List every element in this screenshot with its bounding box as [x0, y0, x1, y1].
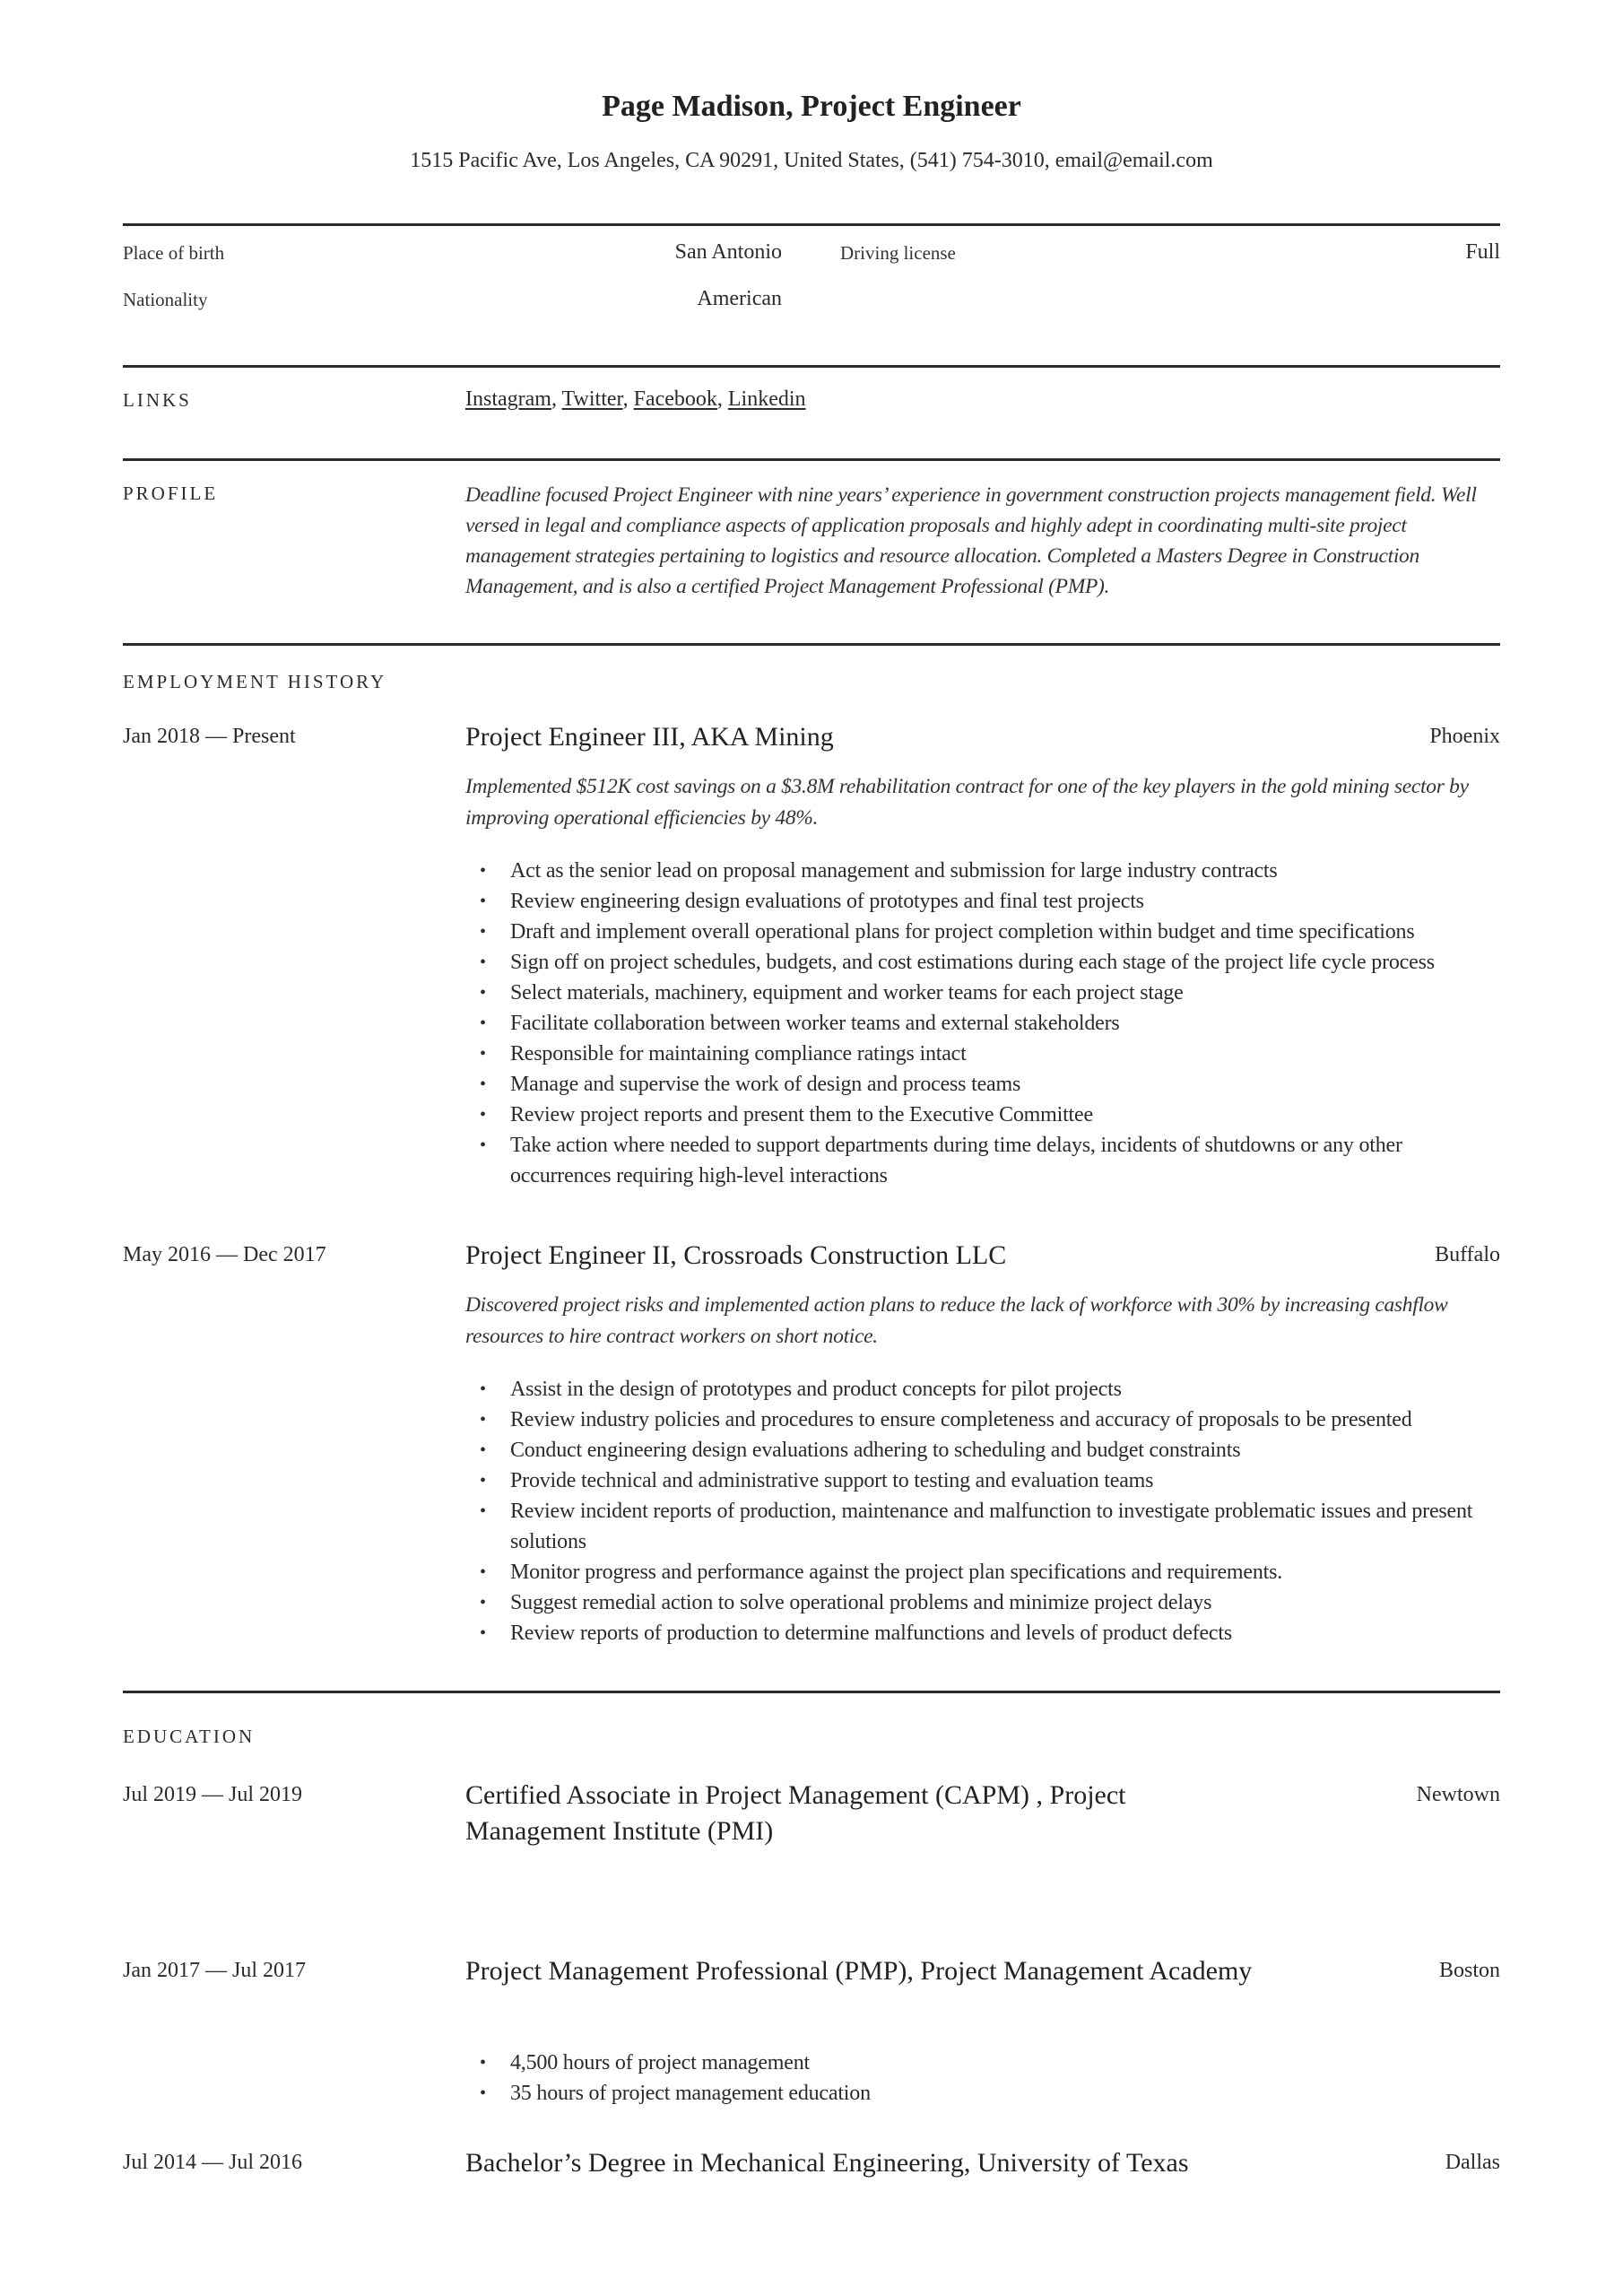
divider	[123, 643, 1500, 646]
education-city: Boston	[1438, 1959, 1500, 1982]
list-item: • Act as the senior lead on proposal management and submission for large industry contracts	[465, 856, 1500, 886]
list-item: • Review incident reports of production, maintenance and malfunction to investigate problematic issues and present solutions	[465, 1496, 1500, 1557]
links-heading: LINKS	[123, 389, 192, 411]
divider	[123, 458, 1500, 461]
list-item: • Conduct engineering design evaluations adhering to scheduling and budget constraints	[465, 1435, 1500, 1465]
driving-license-value: Full	[1465, 240, 1500, 264]
employment-heading: EMPLOYMENT HISTORY	[123, 671, 387, 692]
list-item: • Suggest remedial action to solve operational problems and minimize project delays	[465, 1587, 1500, 1618]
link-twitter[interactable]: Twitter	[561, 387, 623, 411]
list-item: • 4,500 hours of project management	[465, 2048, 1500, 2078]
nationality-value: American	[697, 287, 782, 310]
driving-license-label: Driving license	[840, 242, 956, 264]
job-summary: Discovered project risks and implemented action plans to reduce the lack of workforce with 30% by increasing cashflow resources to hire contract workers on short notice.	[465, 1293, 1448, 1348]
nationality-label: Nationality	[123, 289, 208, 310]
place-of-birth-value: San Antonio	[674, 240, 782, 264]
education-city: Dallas	[1445, 2151, 1500, 2174]
link-separator: ,	[622, 387, 634, 411]
education-title: Bachelor’s Degree in Mechanical Engineering, University of Texas	[465, 2148, 1189, 2178]
link-separator: ,	[716, 387, 728, 411]
place-of-birth-label: Place of birth	[123, 242, 225, 264]
list-item: • Review industry policies and procedures to ensure completeness and accuracy of proposals to be presented	[465, 1405, 1500, 1435]
job-city: Phoenix	[1429, 725, 1500, 748]
education-dates: Jul 2019 — Jul 2019	[123, 1783, 303, 1806]
education-dates: Jan 2017 — Jul 2017	[123, 1959, 306, 1982]
contact-line: 1515 Pacific Ave, Los Angeles, CA 90291, United States, (541) 754-3010, email@email.com	[410, 149, 1213, 172]
divider	[123, 223, 1500, 226]
job-title: Project Engineer II, Crossroads Construction LLC	[465, 1240, 1007, 1270]
job-bullets	[465, 1374, 1500, 1648]
job-bullets	[465, 856, 1500, 1191]
job-summary: Implemented $512K cost savings on a $3.8M rehabilitation contract for one of the key players in the gold mining sector by improving operational efficiencies by 48%.	[465, 775, 1469, 830]
job-city: Buffalo	[1435, 1243, 1500, 1266]
job-dates: May 2016 — Dec 2017	[123, 1243, 326, 1266]
list-item: • Sign off on project schedules, budgets, and cost estimations during each stage of the project life cycle process	[465, 947, 1500, 978]
list-item: • Review reports of production to determine malfunctions and levels of product defects	[465, 1618, 1500, 1648]
education-title: Project Management Professional (PMP), Project Management Academy	[465, 1956, 1253, 1986]
list-item: • Provide technical and administrative support to testing and evaluation teams	[465, 1465, 1500, 1496]
list-item: • Responsible for maintaining compliance ratings intact	[465, 1039, 1500, 1069]
link-facebook[interactable]: Facebook	[633, 387, 717, 411]
list-item: • Take action where needed to support departments during time delays, incidents of shutdowns or any other occurrences requiring high-level interactions	[465, 1130, 1500, 1191]
list-item: • Review project reports and present them to the Executive Committee	[465, 1100, 1500, 1130]
list-item: • Select materials, machinery, equipment and worker teams for each project stage	[465, 978, 1500, 1008]
list-item: • Manage and supervise the work of design and process teams	[465, 1069, 1500, 1100]
list-item: • Draft and implement overall operational plans for project completion within budget and time specifications	[465, 917, 1500, 947]
link-instagram[interactable]: Instagram	[465, 387, 551, 411]
profile-heading: PROFILE	[123, 483, 219, 504]
divider	[123, 1691, 1500, 1693]
education-dates: Jul 2014 — Jul 2016	[123, 2151, 303, 2174]
resume-name-title: Page Madison, Project Engineer	[602, 90, 1021, 123]
education-title: Certified Associate in Project Management (CAPM) , Project Management Institute (PMI)	[465, 1780, 1126, 1846]
list-item: • Assist in the design of prototypes and product concepts for pilot projects	[465, 1374, 1500, 1405]
list-item: • Monitor progress and performance against the project plan specifications and requirements.	[465, 1557, 1500, 1587]
link-separator: ,	[551, 387, 562, 411]
link-linkedin[interactable]: Linkedin	[727, 387, 806, 411]
list-item: • 35 hours of project management education	[465, 2078, 1500, 2109]
education-city: Newtown	[1416, 1783, 1500, 1806]
social-links	[465, 387, 806, 412]
divider	[123, 365, 1500, 368]
job-title: Project Engineer III, AKA Mining	[465, 722, 834, 752]
job-dates: Jan 2018 — Present	[123, 725, 296, 748]
list-item: • Facilitate collaboration between worker teams and external stakeholders	[465, 1008, 1500, 1039]
education-bullets	[465, 2048, 1500, 2109]
education-heading: EDUCATION	[123, 1726, 256, 1747]
list-item: • Review engineering design evaluations of prototypes and final test projects	[465, 886, 1500, 917]
profile-summary: Deadline focused Project Engineer with nine years’ experience in government construction projects management field. Well versed in legal and compliance aspects of application proposals and highly adept in coordinating multi-site project management strategies pertaining to logistics and resource allocation. Completed a Masters Degree in Construction Management, and is also a certified Project Management Professional (PMP).	[465, 483, 1477, 598]
